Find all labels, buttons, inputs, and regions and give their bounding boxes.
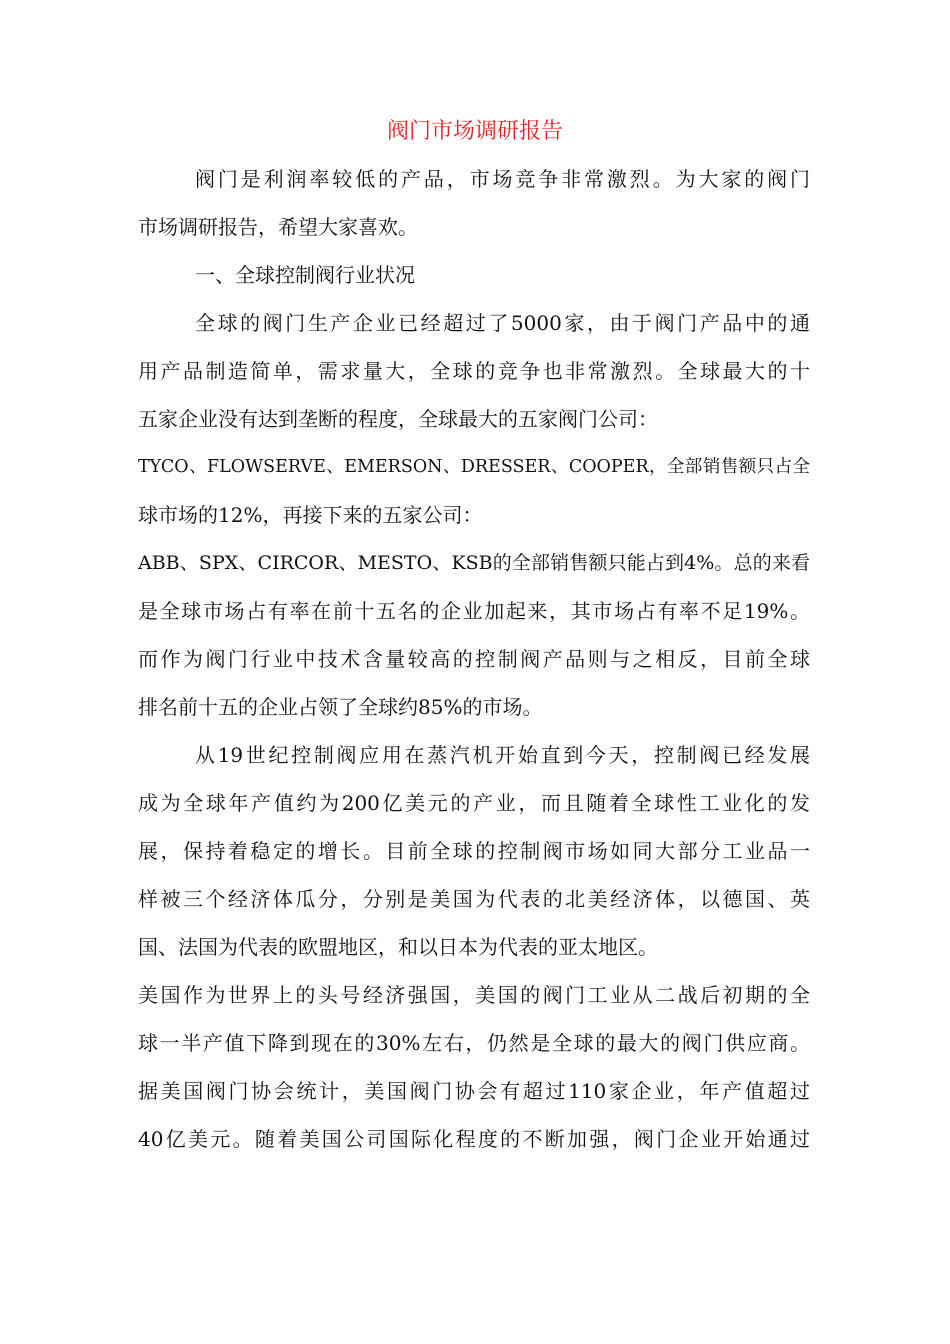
- text-line: 全球的阀门生产企业已经超过了5000家，由于阀门产品中的通: [195, 311, 810, 335]
- text-line: 市场调研报告，希望大家喜欢。: [138, 215, 418, 239]
- text-line: 用产品制造简单，需求量大，全球的竞争也非常激烈。全球最大的十: [138, 359, 810, 383]
- text-line: 球一半产值下降到现在的30%左右，仍然是全球的最大的阀门供应商。: [138, 1031, 810, 1055]
- text-line: 从19世纪控制阀应用在蒸汽机开始直到今天，控制阀已经发展: [195, 743, 810, 767]
- text-line: 而作为阀门行业中技术含量较高的控制阀产品则与之相反，目前全球: [138, 647, 810, 671]
- text-line: 一、全球控制阀行业状况: [195, 263, 415, 287]
- text-line: 展，保持着稳定的增长。目前全球的控制阀市场如同大部分工业品一: [138, 839, 810, 863]
- text-line: 美国作为世界上的头号经济强国，美国的阀门工业从二战后初期的全: [138, 983, 810, 1007]
- text-line: 国、法国为代表的欧盟地区，和以日本为代表的亚太地区。: [138, 935, 658, 959]
- document-title: 阀门市场调研报告: [386, 119, 563, 144]
- text-line: 球市场的12%，再接下来的五家公司：: [138, 503, 483, 527]
- text-line: 阀门是利润率较低的产品，市场竞争非常激烈。为大家的阀门: [195, 167, 810, 191]
- document-body: [138, 155, 810, 1163]
- text-line: 五家企业没有达到垄断的程度，全球最大的五家阀门公司：: [138, 407, 658, 431]
- text-line: 是全球市场占有率在前十五名的企业加起来，其市场占有率不足19%。: [138, 599, 810, 623]
- text-line: 40亿美元。随着美国公司国际化程度的不断加强，阀门企业开始通过: [138, 1127, 810, 1151]
- text-line: 样被三个经济体瓜分，分别是美国为代表的北美经济体，以德国、英: [138, 887, 810, 911]
- text-line: TYCO、FLOWSERVE、EMERSON、DRESSER、COOPER，全部销售额只占全: [138, 457, 810, 477]
- text-line: 排名前十五的企业占领了全球约85%的市场。: [138, 695, 543, 719]
- text-line: ABB、SPX、CIRCOR、MESTO、KSB的全部销售额只能占到4%。总的来看: [138, 552, 810, 574]
- text-line: 成为全球年产值约为200亿美元的产业，而且随着全球性工业化的发: [138, 791, 810, 815]
- text-line: 据美国阀门协会统计，美国阀门协会有超过110家企业，年产值超过: [138, 1079, 810, 1103]
